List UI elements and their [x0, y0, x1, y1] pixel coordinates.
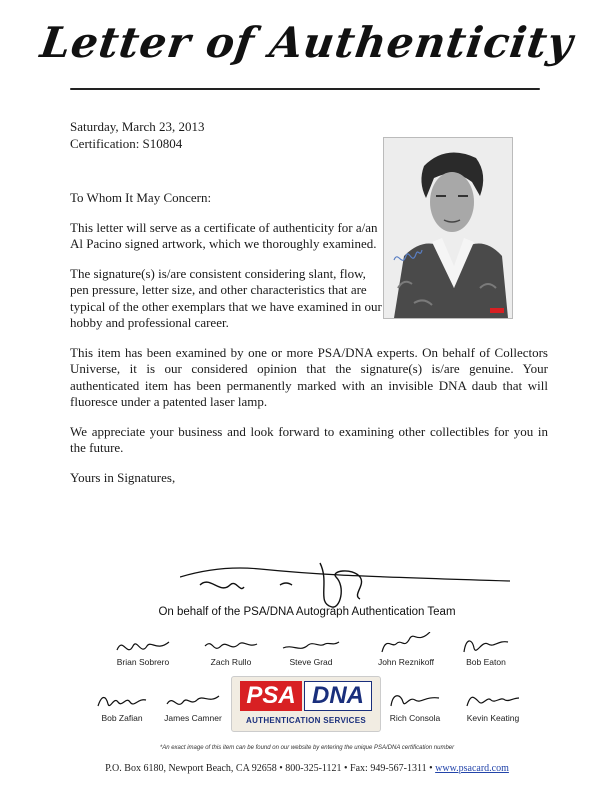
expert-name: Brian Sobrero [116, 657, 170, 667]
paragraph-1: This letter will serve as a certificate of authenticity for a/an Al Pacino signed artwork, which we thoroughly examined. [70, 219, 378, 251]
letter-meta [70, 118, 205, 152]
expert-name: John Reznikoff [377, 657, 435, 667]
contact-line [0, 763, 614, 774]
paragraph-4: We appreciate your business and look forward to examining other collectibles for you in the future. [70, 423, 548, 455]
paragraph-2: The signature(s) is/are consistent considering slant, flow, pen pressure, letter size, and other characteristics that are typical of the other exemplars that we have examined in our hobby and professional career. [70, 265, 382, 330]
website-link[interactable]: www.psacard.com [435, 763, 509, 774]
letter-body [70, 190, 548, 499]
expert-signature [454, 632, 518, 667]
expert-name: Kevin Keating [466, 713, 520, 723]
logo-psa-text: PSA [240, 681, 302, 711]
expert-signature [274, 632, 348, 667]
logo-subtitle: AUTHENTICATION SERVICES [246, 716, 366, 725]
expert-name: Bob Eaton [466, 657, 506, 667]
salutation: To Whom It May Concern: [70, 190, 212, 205]
expert-signature [378, 688, 452, 723]
expert-name: Rich Consola [389, 713, 441, 723]
expert-name: James Camner [164, 713, 222, 723]
psa-dna-logo-mark [240, 681, 372, 711]
footnote: *An exact image of this item can be found on our website by entering the unique PSA/DNA certification number [159, 745, 455, 751]
expert-name: Zach Rullo [210, 657, 252, 667]
paragraph-3: This item has been examined by one or more PSA/DNA experts. On behalf of Collectors Universe, it is our considered opinion that the signature(s) is/are genuine. Your authenticated item has been permanently marked with an invisible DNA daub that will fluoresce under a patented laser lamp. [70, 344, 548, 409]
expert-signature [456, 688, 530, 723]
letter-title: Letter of Authenticity [37, 18, 577, 67]
letter-date: Saturday, March 23, 2013 [70, 119, 205, 134]
contact-info: P.O. Box 6180, Newport Beach, CA 92658 • 800-325-1121 • Fax: 949-567-1311 • [105, 763, 433, 774]
psa-dna-logo [231, 676, 381, 732]
expert-name: Bob Zafian [101, 713, 143, 723]
expert-signature [194, 632, 268, 667]
expert-signature [90, 688, 154, 723]
expert-signature [366, 632, 446, 667]
logo-dna-text: DNA [304, 681, 372, 711]
title-underline [70, 88, 540, 90]
team-line: On behalf of the PSA/DNA Autograph Authentication Team [158, 606, 456, 618]
expert-signature [106, 632, 180, 667]
expert-signature [156, 688, 230, 723]
certification-number: Certification: S10804 [70, 136, 183, 151]
expert-name: Steve Grad [289, 657, 333, 667]
closing: Yours in Signatures, [70, 469, 176, 485]
